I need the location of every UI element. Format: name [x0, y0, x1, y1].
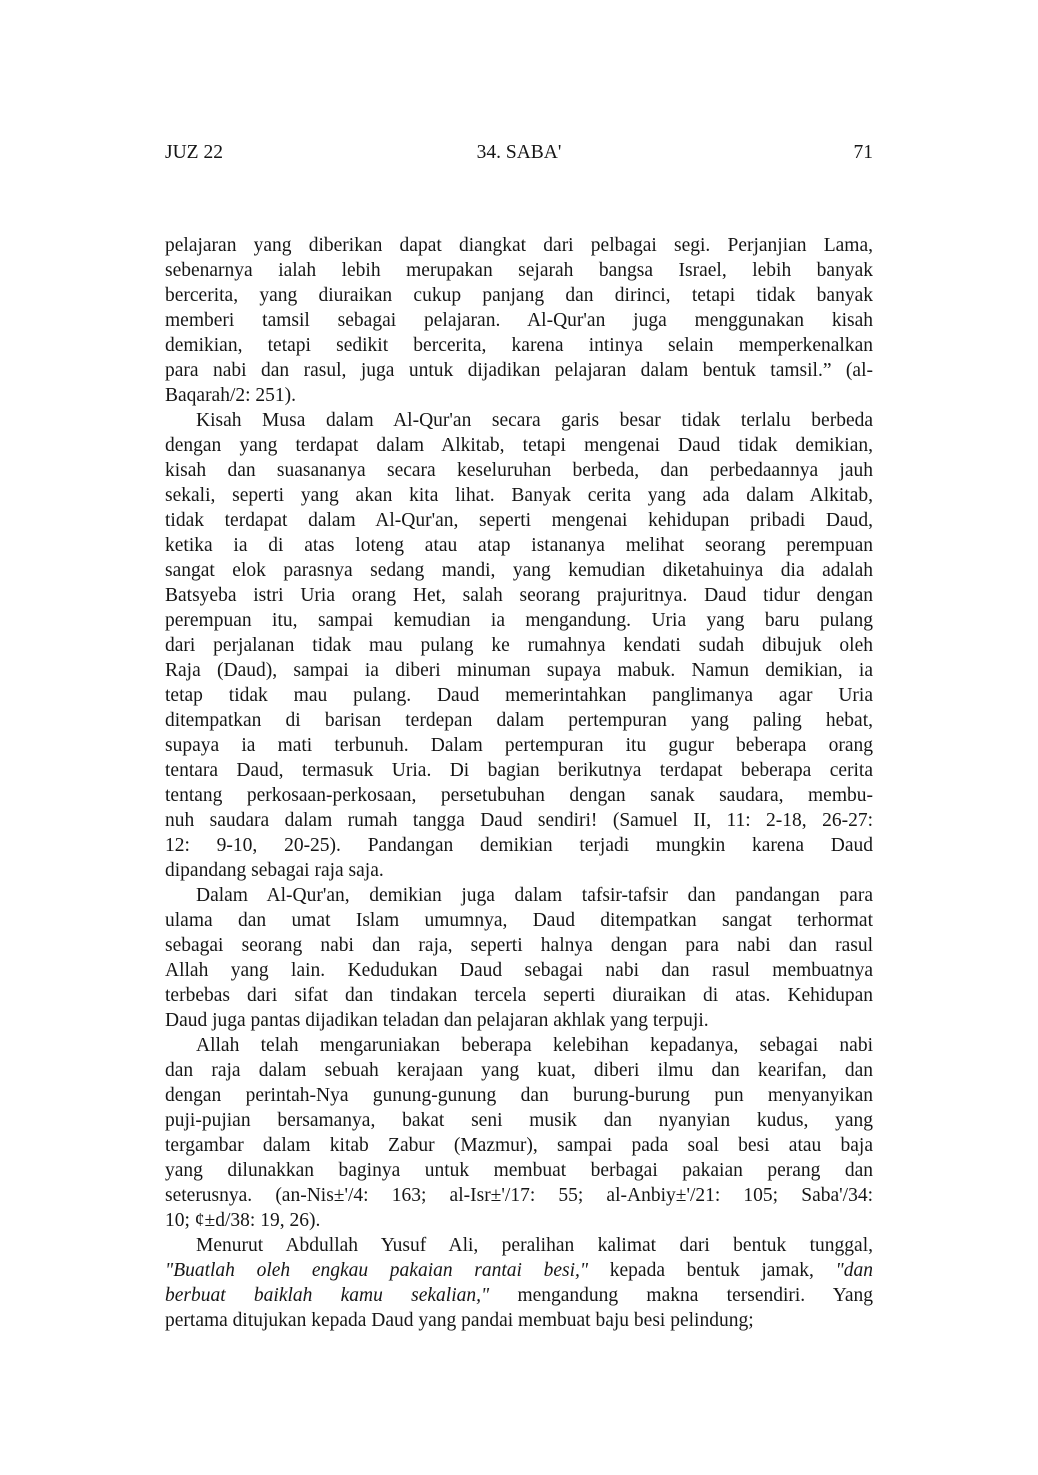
- text-line: [165, 808, 873, 833]
- text-segment: mengandung makna tersendiri. Yang: [489, 1285, 873, 1306]
- text-line: [165, 658, 873, 683]
- text-line: [165, 1208, 873, 1233]
- text-segment: Menurut Abdullah Yusuf Ali, peralihan kalimat dari bentuk tunggal,: [196, 1235, 873, 1256]
- paragraph: [165, 1233, 873, 1333]
- text-line: [165, 933, 873, 958]
- text-line: [165, 558, 873, 583]
- text-segment: dan raja dalam sebuah kerajaan yang kuat, diberi ilmu dan kearifan, dan: [165, 1060, 873, 1081]
- text-segment: Kisah Musa dalam Al-Qur'an secara garis besar tidak terlalu berbeda: [196, 410, 873, 431]
- text-line: [165, 358, 873, 383]
- text-line: [165, 533, 873, 558]
- text-segment: tergambar dalam kitab Zabur (Mazmur), sampai pada soal besi atau baja: [165, 1135, 873, 1156]
- text-line: [165, 858, 873, 883]
- text-line: [165, 683, 873, 708]
- text-line: [165, 883, 873, 908]
- paragraph: [165, 883, 873, 1033]
- text-line: [165, 233, 873, 258]
- text-line: [165, 408, 873, 433]
- text-segment: nuh saudara dalam rumah tangga Daud sendiri! (Samuel II, 11: 2-18, 26-27:: [165, 810, 873, 831]
- text-line: [165, 1133, 873, 1158]
- text-segment: Daud juga pantas dijadikan teladan dan pelajaran akhlak yang terpuji.: [165, 1010, 709, 1031]
- text-line: [165, 633, 873, 658]
- text-line: [165, 758, 873, 783]
- text-segment: dengan perintah-Nya gunung-gunung dan burung-burung pun menyanyikan: [165, 1085, 873, 1106]
- text-segment: pertama ditujukan kepada Daud yang pandai membuat baju besi pelindung;: [165, 1310, 754, 1331]
- text-segment: puji-pujian bersamanya, bakat seni musik dan nyanyian kudus, yang: [165, 1110, 873, 1131]
- paragraph: [165, 408, 873, 883]
- text-line: [165, 583, 873, 608]
- text-line: [165, 458, 873, 483]
- text-line: [165, 483, 873, 508]
- text-line: [165, 308, 873, 333]
- text-segment: dipandang sebagai raja saja.: [165, 860, 384, 881]
- text-line: [165, 1283, 873, 1308]
- italic-text-segment: "dan: [835, 1260, 873, 1281]
- text-line: [165, 708, 873, 733]
- text-line: [165, 608, 873, 633]
- italic-text-segment: "Buatlah oleh engkau pakaian rantai besi,": [165, 1260, 589, 1281]
- text-line: [165, 908, 873, 933]
- body-text: [165, 233, 873, 1333]
- text-segment: pelajaran yang diberikan dapat diangkat dari pelbagai segi. Perjanjian Lama,: [165, 235, 873, 256]
- text-line: [165, 1233, 873, 1258]
- text-line: [165, 1058, 873, 1083]
- text-segment: kisah dan suasananya secara keseluruhan berbeda, dan perbedaannya jauh: [165, 460, 873, 481]
- text-line: [165, 1033, 873, 1058]
- text-line: [165, 1158, 873, 1183]
- text-segment: ketika ia di atas loteng atau atap istananya melihat seorang perempuan: [165, 535, 873, 556]
- text-segment: seterusnya. (an-Nis±'/4: 163; al-Isr±'/17: 55; al-Anbiy±'/21: 105; Saba'/34:: [165, 1185, 873, 1206]
- text-line: [165, 733, 873, 758]
- text-line: [165, 833, 873, 858]
- text-segment: Raja (Daud), sampai ia diberi minuman supaya mabuk. Namun demikian, ia: [165, 660, 873, 681]
- text-segment: ditempatkan di barisan terdepan dalam pertempuran yang paling hebat,: [165, 710, 873, 731]
- text-segment: yang dilunakkan baginya untuk membuat berbagai pakaian perang dan: [165, 1160, 873, 1181]
- text-segment: supaya ia mati terbunuh. Dalam pertempuran itu gugur beberapa orang: [165, 735, 873, 756]
- text-segment: sangat elok parasnya sedang mandi, yang kemudian diketahuinya dia adalah: [165, 560, 873, 581]
- text-line: [165, 958, 873, 983]
- text-segment: bercerita, yang diuraikan cukup panjang dan dirinci, tetapi tidak banyak: [165, 285, 873, 306]
- text-line: [165, 433, 873, 458]
- paragraph: [165, 1033, 873, 1233]
- text-line: [165, 1258, 873, 1283]
- text-segment: tentara Daud, termasuk Uria. Di bagian berikutnya terdapat beberapa cerita: [165, 760, 873, 781]
- text-line: [165, 1108, 873, 1133]
- header-juz-label: JUZ 22: [165, 142, 223, 163]
- text-line: [165, 783, 873, 808]
- text-line: [165, 283, 873, 308]
- text-segment: ulama dan umat Islam umumnya, Daud ditempatkan sangat terhormat: [165, 910, 873, 931]
- text-segment: 10; ¢±d/38: 19, 26).: [165, 1210, 321, 1231]
- text-line: [165, 1083, 873, 1108]
- text-line: [165, 333, 873, 358]
- page-header: [165, 140, 873, 165]
- paragraph: [165, 233, 873, 408]
- text-segment: sebenarnya ialah lebih merupakan sejarah bangsa Israel, lebih banyak: [165, 260, 873, 281]
- text-segment: para nabi dan rasul, juga untuk dijadikan pelajaran dalam bentuk tamsil.” (al-: [165, 360, 873, 381]
- text-line: [165, 1183, 873, 1208]
- text-segment: Allah telah mengaruniakan beberapa kelebihan kepadanya, sebagai nabi: [196, 1035, 873, 1056]
- header-page-number: 71: [853, 142, 873, 163]
- text-line: [165, 1008, 873, 1033]
- text-line: [165, 258, 873, 283]
- text-segment: sebagai seorang nabi dan raja, seperti halnya dengan para nabi dan rasul: [165, 935, 873, 956]
- text-segment: Baqarah/2: 251).: [165, 385, 297, 406]
- text-segment: terbebas dari sifat dan tindakan tercela seperti diuraikan di atas. Kehidupan: [165, 985, 873, 1006]
- text-segment: memberi tamsil sebagai pelajaran. Al-Qur'an juga menggunakan kisah: [165, 310, 873, 331]
- text-segment: Batsyeba istri Uria orang Het, salah seorang prajuritnya. Daud tidur dengan: [165, 585, 873, 606]
- text-line: [165, 1308, 873, 1333]
- italic-text-segment: berbuat baiklah kamu sekalian,": [165, 1285, 490, 1306]
- text-line: [165, 508, 873, 533]
- text-segment: dari perjalanan tidak mau pulang ke rumahnya kendati sudah dibujuk oleh: [165, 635, 873, 656]
- text-segment: tetap tidak mau pulang. Daud memerintahkan panglimanya agar Uria: [165, 685, 873, 706]
- text-segment: tentang perkosaan-perkosaan, persetubuhan dengan sanak saudara, membu-: [165, 785, 873, 806]
- text-segment: demikian, tetapi sedikit bercerita, karena intinya selain memperkenalkan: [165, 335, 873, 356]
- text-segment: sekali, seperti yang akan kita lihat. Banyak cerita yang ada dalam Alkitab,: [165, 485, 873, 506]
- text-line: [165, 383, 873, 408]
- text-line: [165, 983, 873, 1008]
- text-segment: perempuan itu, sampai kemudian ia mengandung. Uria yang baru pulang: [165, 610, 873, 631]
- header-surah-title: 34. SABA': [476, 142, 562, 163]
- text-segment: tidak terdapat dalam Al-Qur'an, seperti mengenai kehidupan pribadi Daud,: [165, 510, 873, 531]
- text-segment: kepada bentuk jamak,: [588, 1260, 836, 1281]
- text-segment: Dalam Al-Qur'an, demikian juga dalam tafsir-tafsir dan pandangan para: [196, 885, 873, 906]
- text-segment: 12: 9-10, 20-25). Pandangan demikian terjadi mungkin karena Daud: [165, 835, 873, 856]
- text-segment: dengan yang terdapat dalam Alkitab, tetapi mengenai Daud tidak demikian,: [165, 435, 873, 456]
- text-segment: Allah yang lain. Kedudukan Daud sebagai nabi dan rasul membuatnya: [165, 960, 873, 981]
